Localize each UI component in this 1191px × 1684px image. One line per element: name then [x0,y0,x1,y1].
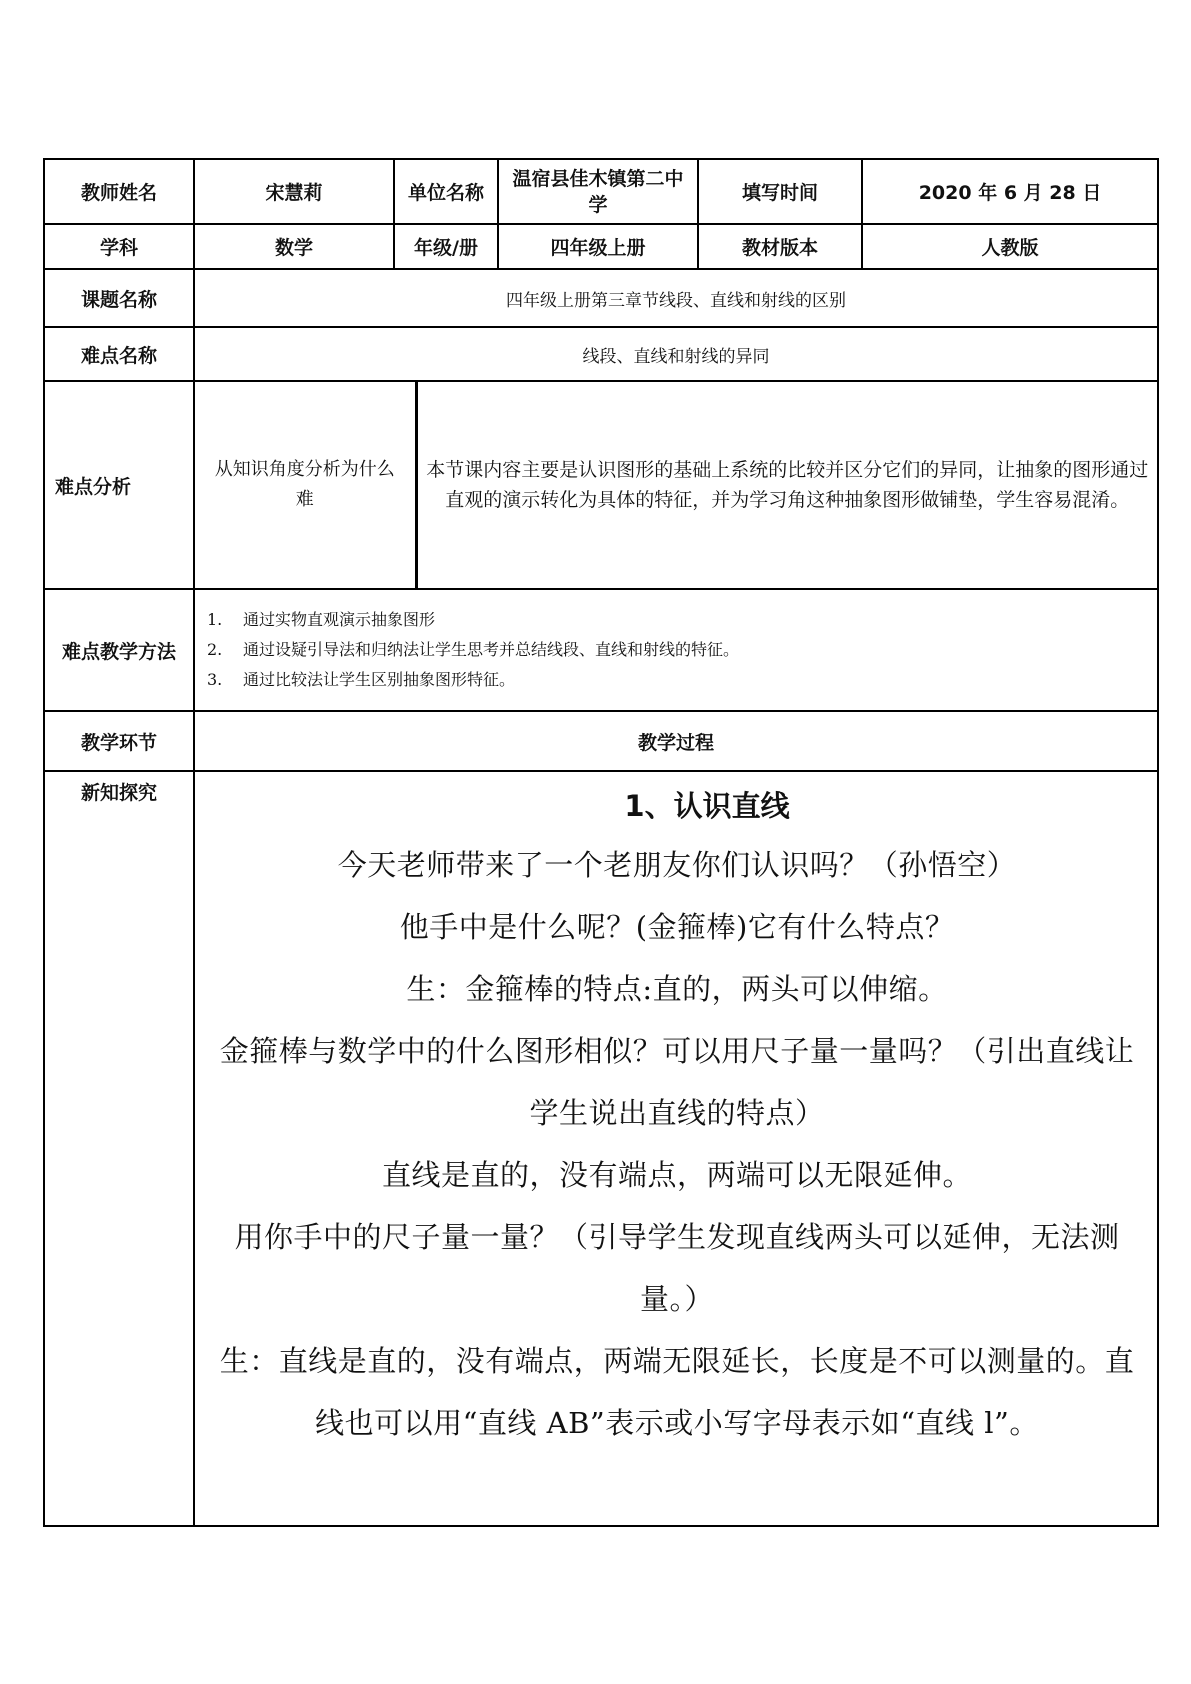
methods-item [207,605,1157,635]
fill-date-value: 2020 年 6 月 28 日 [862,159,1158,224]
difficulty-value: 线段、直线和射线的异同 [194,327,1158,381]
methods-item-number: 1. [207,610,223,629]
topic-value: 四年级上册第三章节线段、直线和射线的区别 [194,269,1158,327]
subject-label: 学科 [44,224,194,269]
process-content [194,771,1158,1526]
methods-cell [194,589,1158,711]
difficulty-label: 难点名称 [44,327,194,381]
row-topic [44,269,1158,327]
methods-item [207,635,1157,665]
methods-item [207,665,1157,695]
edition-value: 人教版 [862,224,1158,269]
row-analysis [44,381,1158,589]
process-stage-label: 新知探究 [44,771,194,1526]
methods-item-text: 通过比较法让学生区别抽象图形特征。 [243,670,516,689]
analysis-sub-label: 从知识角度分析为什么难 [194,381,416,589]
methods-list [195,605,1157,695]
row-teacher [44,159,1158,224]
process-paragraph: 生：金箍棒的特点:直的，两头可以伸缩。 [406,972,948,1006]
row-process-header [44,711,1158,771]
edition-label: 教材版本 [698,224,862,269]
process-paragraph: 今天老师带来了一个老朋友你们认识吗？（孙悟空） [337,848,1017,882]
fill-date-label: 填写时间 [698,159,862,224]
process-paragraph: 直线是直的，没有端点，两端可以无限延伸。 [382,1158,973,1192]
teacher-name-label: 教师姓名 [44,159,194,224]
row-subject [44,224,1158,269]
row-process [44,771,1158,1526]
teacher-name-value: 宋慧莉 [194,159,394,224]
methods-item-number: 3. [207,670,223,689]
analysis-text: 本节课内容主要是认识图形的基础上系统的比较并区分它们的异同，让抽象的图形通过直观的演示转化为具体的特征，并为学习角这种抽象图形做铺垫，学生容易混淆。 [416,381,1158,589]
process-paragraph: 生：直线是直的，没有端点，两端无限延长，长度是不可以测量的。直线也可以用“直线 AB”表示或小写字母表示如“直线 l”。 [219,1344,1135,1440]
methods-label: 难点教学方法 [44,589,194,711]
methods-item-text: 通过实物直观演示抽象图形 [243,610,436,629]
process-stage-header: 教学环节 [44,711,194,771]
methods-item-text: 通过设疑引导法和归纳法让学生思考并总结线段、直线和射线的特征。 [243,640,740,659]
process-content-header: 教学过程 [194,711,1158,771]
section-heading: 1、认识直线 [624,789,790,823]
analysis-label: 难点分析 [44,381,194,589]
row-difficulty [44,327,1158,381]
process-paragraph: 他手中是什么呢？(金箍棒)它有什么特点？ [399,910,955,944]
process-paragraph: 用你手中的尺子量一量？（引导学生发现直线两头可以延伸，无法测量。） [234,1220,1120,1316]
grade-label: 年级/册 [394,224,498,269]
topic-label: 课题名称 [44,269,194,327]
methods-item-number: 2. [207,640,223,659]
process-paragraph: 金箍棒与数学中的什么图形相似？可以用尺子量一量吗？（引出直线让学生说出直线的特点） [219,1034,1135,1130]
subject-value: 数学 [194,224,394,269]
unit-name-label: 单位名称 [394,159,498,224]
unit-name-value: 温宿县佳木镇第二中学 [498,159,698,224]
row-methods [44,589,1158,711]
lesson-plan-table [43,158,1159,1527]
grade-value: 四年级上册 [498,224,698,269]
